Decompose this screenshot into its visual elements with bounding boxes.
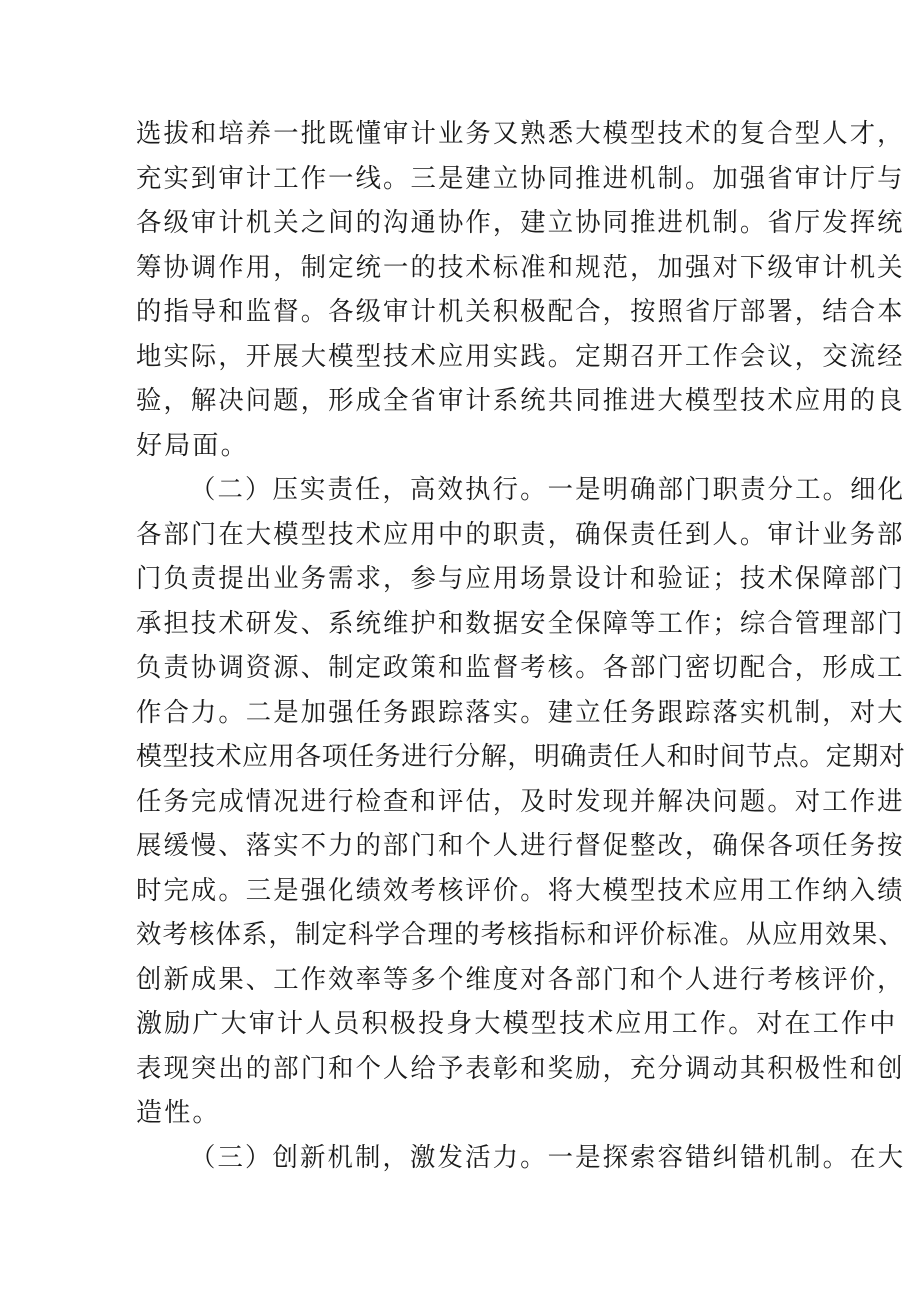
- text-line: 承担技术研发、系统维护和数据安全保障等工作；综合管理部门: [136, 609, 905, 639]
- text-line: 的指导和监督。各级审计机关积极配合，按照省厅部署，结合本: [136, 297, 905, 327]
- paragraph-heading-3: （三）创新机制，激发活力。一是探索容错纠错机制。在大: [190, 1143, 906, 1173]
- text-line: 选拔和培养一批既懂审计业务又熟悉大模型技术的复合型人才，: [136, 119, 905, 149]
- text-line: 地实际，开展大模型技术应用实践。定期召开工作会议，交流经: [136, 342, 905, 372]
- text-line: 门负责提出业务需求，参与应用场景设计和验证；技术保障部门: [136, 564, 905, 594]
- text-line: 效考核体系，制定科学合理的考核指标和评价标准。从应用效果、: [136, 920, 905, 950]
- text-line: 好局面。: [136, 431, 249, 461]
- paragraph-heading-2: （二）压实责任，高效执行。一是明确部门职责分工。细化: [190, 475, 906, 505]
- text-line: 模型技术应用各项任务进行分解，明确责任人和时间节点。定期对: [136, 742, 906, 772]
- text-line: 作合力。二是加强任务跟踪落实。建立任务跟踪落实机制，对大: [136, 698, 905, 728]
- text-line: 负责协调资源、制定政策和监督考核。各部门密切配合，形成工: [136, 653, 905, 683]
- text-line: 激励广大审计人员积极投身大模型技术应用工作。对在工作中: [136, 1009, 898, 1039]
- text-line: 各级审计机关之间的沟通协作，建立协同推进机制。省厅发挥统: [136, 208, 905, 238]
- text-line: 创新成果、工作效率等多个维度对各部门和个人进行考核评价，: [136, 965, 905, 995]
- text-line: 造性。: [136, 1098, 221, 1128]
- text-line: 各部门在大模型技术应用中的职责，确保责任到人。审计业务部: [136, 520, 905, 550]
- text-line: 任务完成情况进行检查和评估，及时发现并解决问题。对工作进: [136, 787, 905, 817]
- text-line: 表现突出的部门和个人给予表彰和奖励，充分调动其积极性和创: [136, 1054, 905, 1084]
- text-line: 时完成。三是强化绩效考核评价。将大模型技术应用工作纳入绩: [136, 876, 905, 906]
- text-line: 筹协调作用，制定统一的技术标准和规范，加强对下级审计机关: [136, 253, 905, 283]
- text-line: 验，解决问题，形成全省审计系统共同推进大模型技术应用的良: [136, 386, 905, 416]
- text-line: 展缓慢、落实不力的部门和个人进行督促整改，确保各项任务按: [136, 831, 905, 861]
- text-line: 充实到审计工作一线。三是建立协同推进机制。加强省审计厅与: [136, 164, 905, 194]
